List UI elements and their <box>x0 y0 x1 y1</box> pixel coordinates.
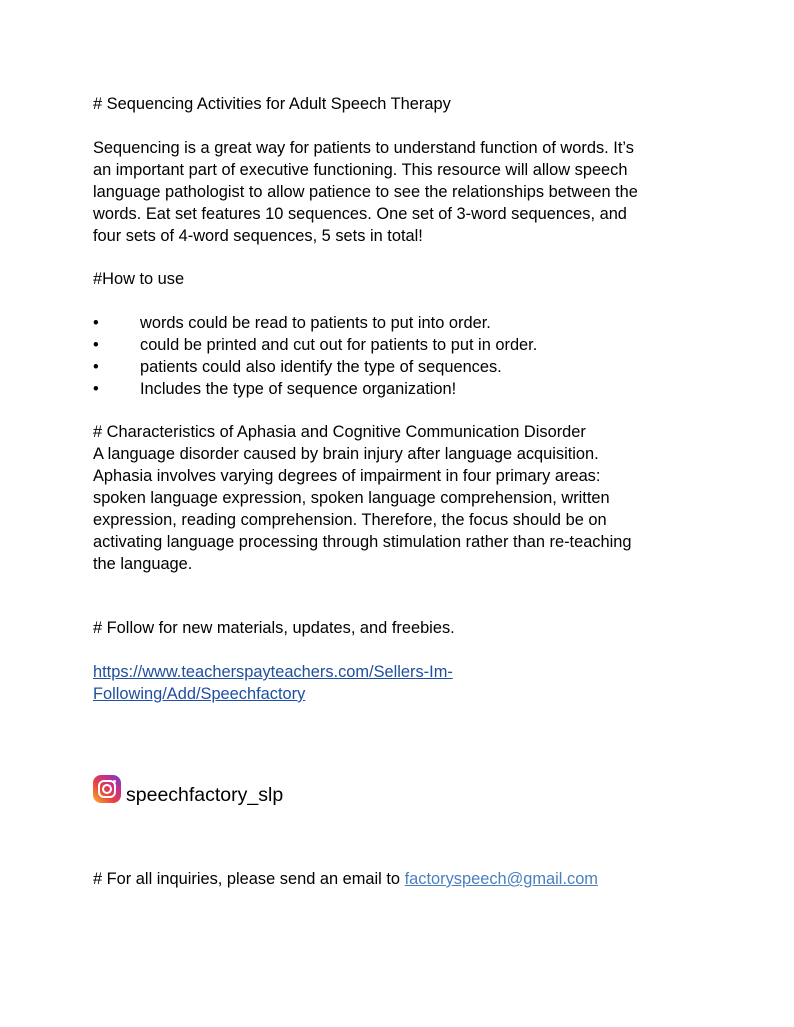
how-to-use-list <box>93 312 653 400</box>
list-item-text: patients could also identify the type of sequences. <box>140 358 502 376</box>
email-link[interactable]: factoryspeech@gmail.com <box>404 870 598 888</box>
instagram-block <box>93 770 283 807</box>
characteristics-line: spoken language expression, spoken language comprehension, written <box>93 489 610 507</box>
intro-line: Sequencing is a great way for patients to understand function of words. It’s <box>93 139 634 157</box>
instagram-handle: speechfactory_slp <box>126 784 284 806</box>
list-item <box>93 356 653 378</box>
list-item <box>93 312 653 334</box>
bullet-icon: • <box>93 336 99 354</box>
title-text: # Sequencing Activities for Adult Speech Therapy <box>93 95 451 113</box>
bullet-icon: • <box>93 314 99 332</box>
inquiries-line <box>93 868 598 890</box>
intro-line: language pathologist to allow patience to see the relationships between the <box>93 183 638 201</box>
intro-line: an important part of executive functioning. This resource will allow speech <box>93 161 628 179</box>
store-link-block <box>93 661 453 705</box>
characteristics-heading: # Characteristics of Aphasia and Cognitive Communication Disorder <box>93 423 586 441</box>
characteristics-line: activating language processing through stimulation rather than re-teaching <box>93 533 632 551</box>
follow-heading <box>93 617 455 639</box>
bullet-icon: • <box>93 380 99 398</box>
intro-paragraph <box>93 137 638 247</box>
characteristics-line: Aphasia involves varying degrees of impairment in four primary areas: <box>93 467 601 485</box>
list-item-text: could be printed and cut out for patients to put in order. <box>140 336 538 354</box>
list-item <box>93 334 653 356</box>
instagram-icon[interactable] <box>93 775 121 803</box>
how-to-use-heading-text: #How to use <box>93 270 185 288</box>
how-to-use-heading <box>93 268 184 290</box>
characteristics-line: the language. <box>93 555 193 573</box>
store-link[interactable]: https://www.teacherspayteachers.com/Sellers-Im- <box>93 663 453 681</box>
characteristics-line: expression, reading comprehension. Therefore, the focus should be on <box>93 511 607 529</box>
store-link[interactable]: Following/Add/Speechfactory <box>93 685 306 703</box>
follow-heading-text: # Follow for new materials, updates, and freebies. <box>93 619 455 637</box>
list-item-text: words could be read to patients to put into order. <box>140 314 491 332</box>
characteristics-line: A language disorder caused by brain injury after language acquisition. <box>93 445 599 463</box>
intro-line: four sets of 4-word sequences, 5 sets in total! <box>93 227 423 245</box>
document-title <box>93 93 451 115</box>
inquiries-text: # For all inquiries, please send an email to <box>93 870 405 888</box>
bullet-icon: • <box>93 358 99 376</box>
list-item <box>93 378 653 400</box>
characteristics-section <box>93 421 632 575</box>
intro-line: words. Eat set features 10 sequences. One set of 3-word sequences, and <box>93 205 627 223</box>
list-item-text: Includes the type of sequence organization! <box>140 380 457 398</box>
